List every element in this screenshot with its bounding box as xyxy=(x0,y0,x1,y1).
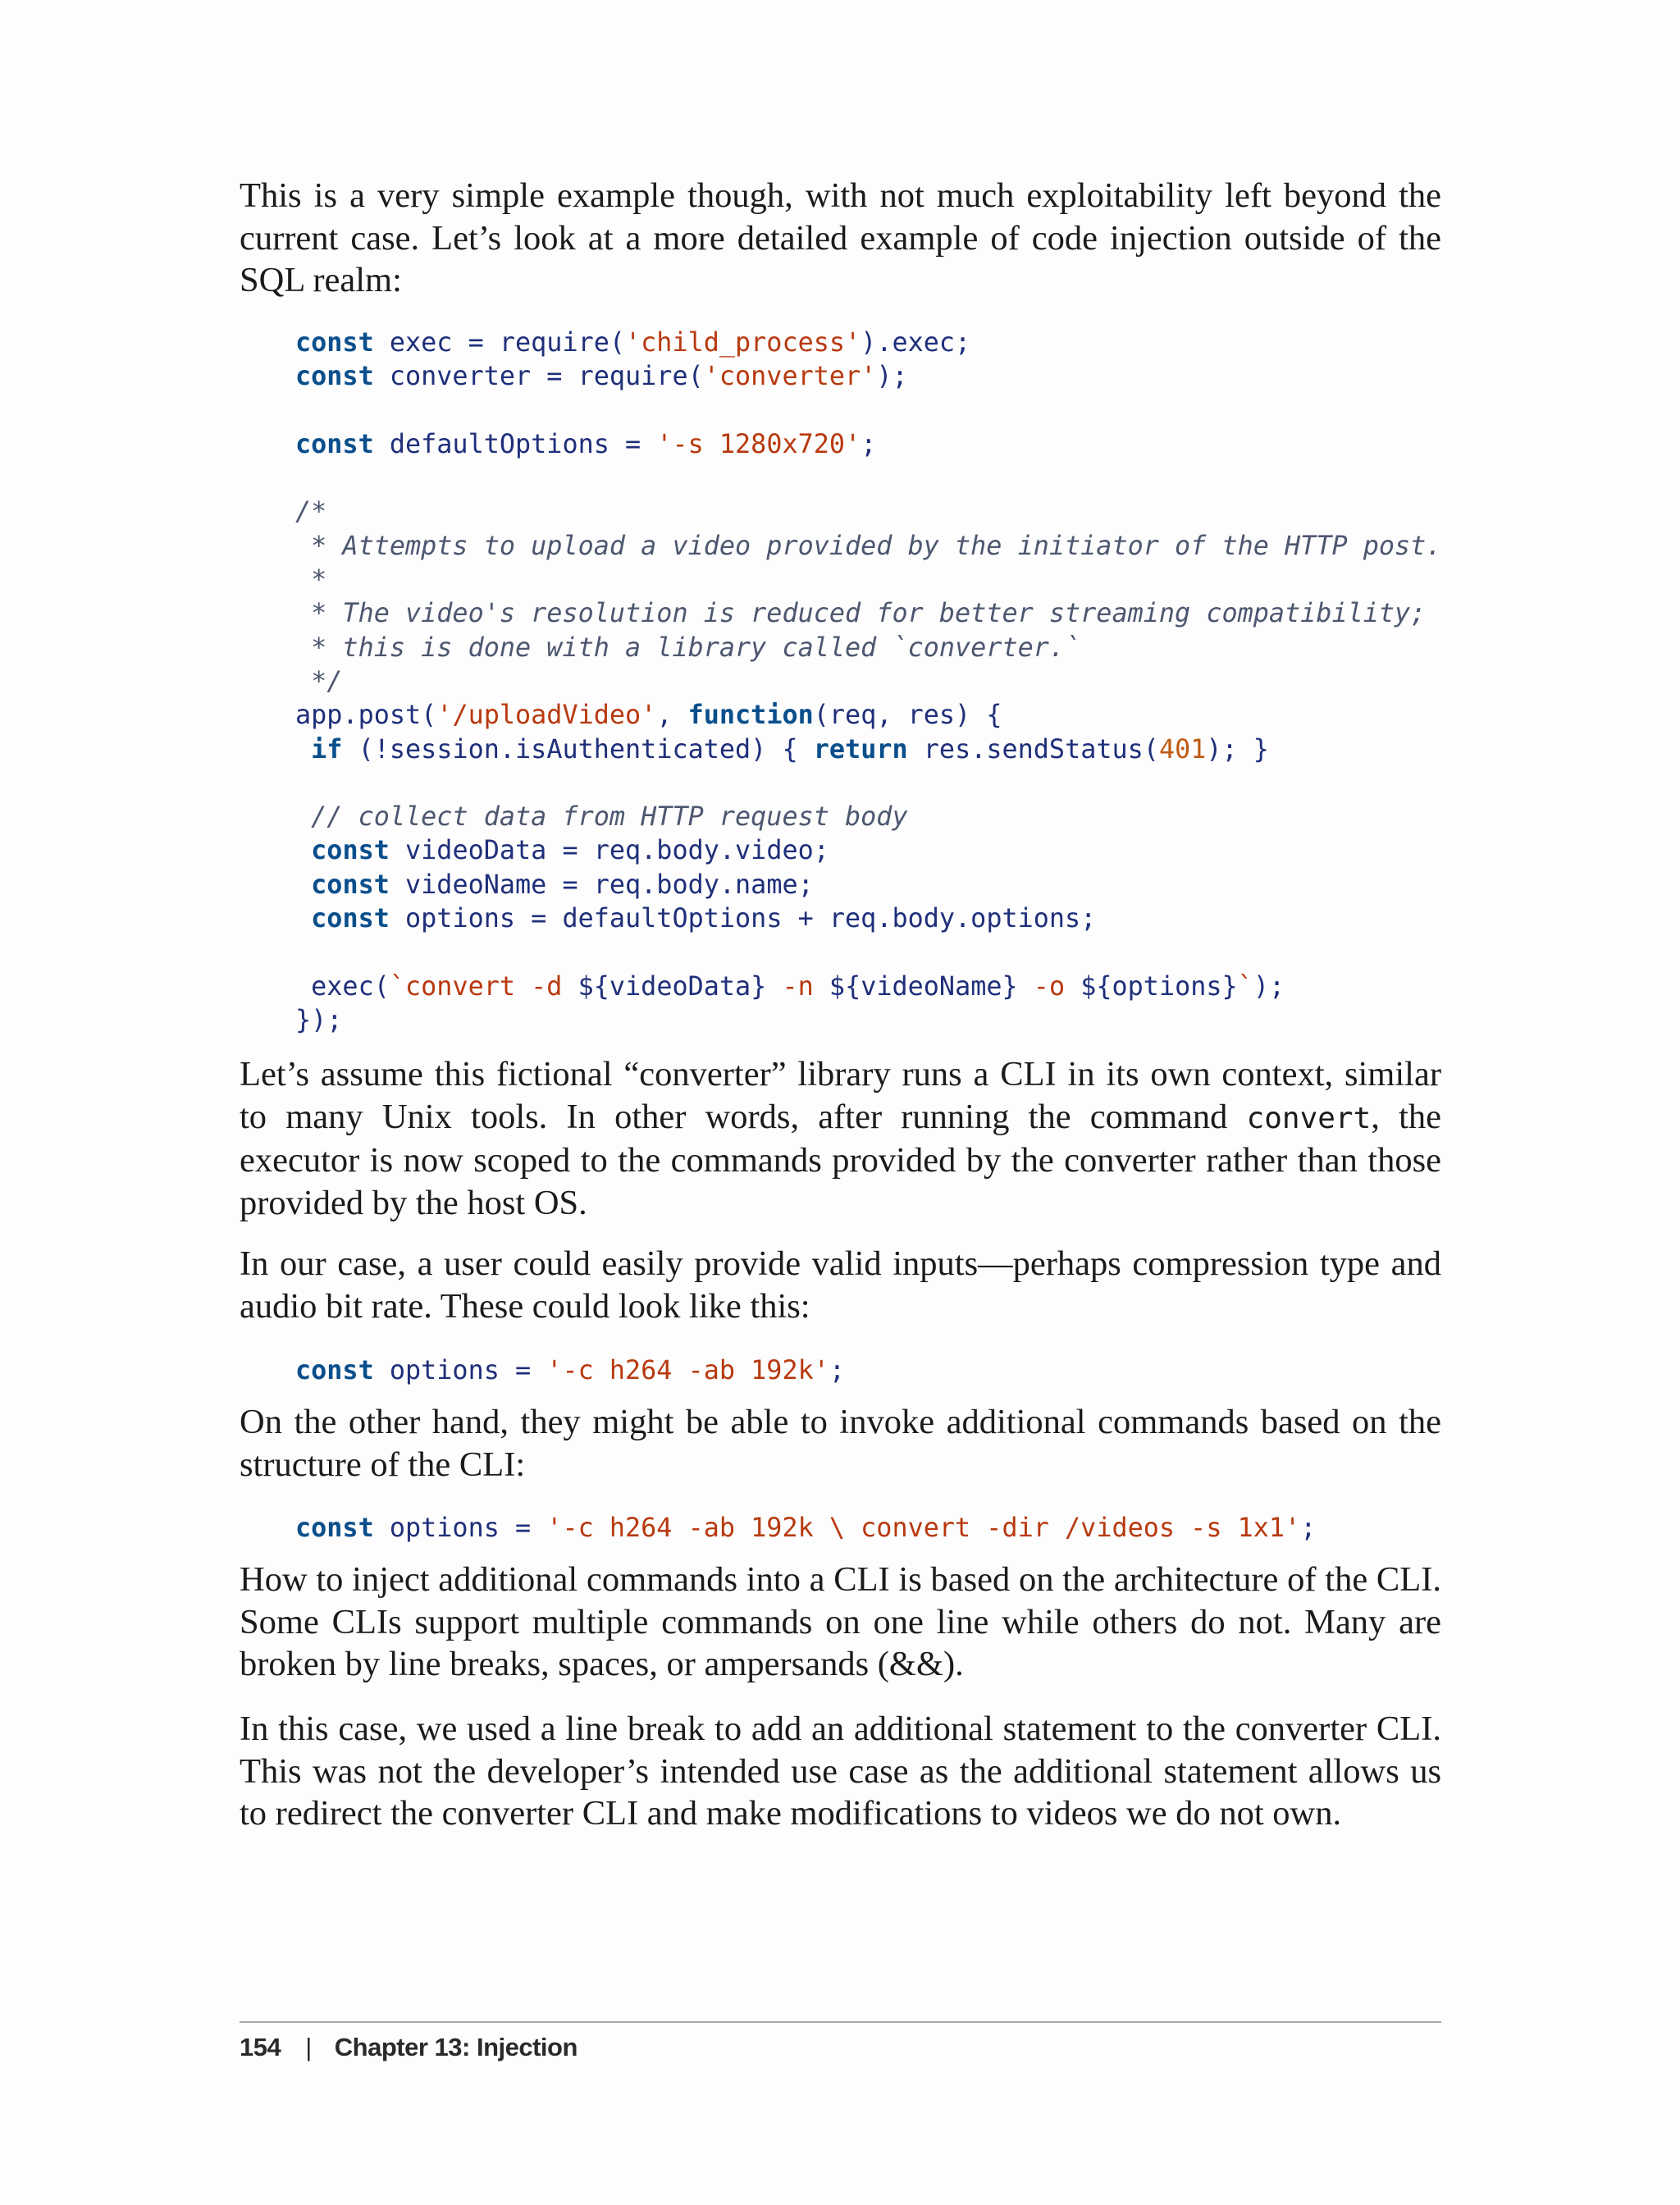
page-footer xyxy=(240,2033,578,2062)
code-block-valid-options xyxy=(295,1354,845,1387)
code-line: const options = '-c h264 -ab 192k \ convert -dir /videos -s 1x1'; xyxy=(295,1513,1317,1543)
code-comment: */ xyxy=(295,665,343,696)
code-line-blank xyxy=(295,935,1441,969)
inline-code-convert: convert xyxy=(1246,1101,1372,1135)
code-line: const converter = require('converter'); xyxy=(295,361,908,392)
code-line: const exec = require('child_process').exec; xyxy=(295,327,971,358)
paragraph-converter-assumption: Let’s assume this fictional “converter” library runs a CLI in its own context, similar to many Unix tools. In other words, after running the command convert, the executor is now scoped to the commands provided by the converter rather than those provided by the host OS. xyxy=(240,1055,1442,1222)
code-line: const videoData = req.body.video; xyxy=(311,835,829,866)
code-block-injected-options xyxy=(295,1511,1316,1545)
code-line: const options = '-c h264 -ab 192k'; xyxy=(295,1355,846,1386)
code-line-blank xyxy=(295,394,1441,427)
code-comment: * xyxy=(295,564,327,596)
paragraph-intro: This is a very simple example though, with not much exploitability left beyond the current case. Let’s look at a more detailed example of code injection outside of the SQL realm: xyxy=(240,176,1441,299)
code-comment: * this is done with a library called `converter.` xyxy=(295,632,1081,663)
code-comment: * The video's resolution is reduced for better streaming compatibility; xyxy=(295,598,1427,629)
code-line: }); xyxy=(295,1004,343,1035)
paragraph-valid-inputs: In our case, a user could easily provide valid inputs—perhaps compression type and audio bit rate. These could look like this: xyxy=(240,1244,1441,1326)
code-line-blank xyxy=(295,461,1441,495)
code-comment: // collect data from HTTP request body xyxy=(295,801,908,833)
footer-divider xyxy=(240,2021,1441,2023)
chapter-title: Chapter 13: Injection xyxy=(334,2033,578,2061)
footer-separator: | xyxy=(305,2033,312,2061)
paragraph-additional-commands: On the other hand, they might be able to invoke additional commands based on the structure of the CLI: xyxy=(240,1403,1441,1484)
code-block-upload-video xyxy=(295,326,1441,1037)
code-line: const defaultOptions = '-s 1280x720'; xyxy=(295,428,877,459)
code-line: exec(`convert -d ${videoData} -n ${videoName} -o ${options}`); xyxy=(295,970,1285,1002)
paragraph-line-break-case: In this case, we used a line break to add an additional statement to the converter CLI. This was not the developer’s intended use case as the additional statement allows us to redirect the converter CLI and make modifications to videos we do not own. xyxy=(240,1710,1441,1833)
code-comment: * Attempts to upload a video provided by the initiator of the HTTP post. xyxy=(295,530,1442,561)
code-comment: /* xyxy=(295,496,327,527)
code-line: const options = defaultOptions + req.body.options; xyxy=(311,903,1097,934)
code-line-blank xyxy=(295,766,1441,800)
code-line: app.post('/uploadVideo', function(req, res) { xyxy=(295,700,1002,731)
code-line: if (!session.isAuthenticated) { return res.sendStatus(401); } xyxy=(311,733,1269,765)
code-line: const videoName = req.body.name; xyxy=(311,869,814,900)
page-number: 154 xyxy=(240,2033,281,2061)
paragraph-cli-architecture: How to inject additional commands into a CLI is based on the architecture of the CLI. Some CLIs support multiple commands on one line while others do not. Many are broken by line breaks, spaces, or ampersands (&&). xyxy=(240,1560,1441,1683)
